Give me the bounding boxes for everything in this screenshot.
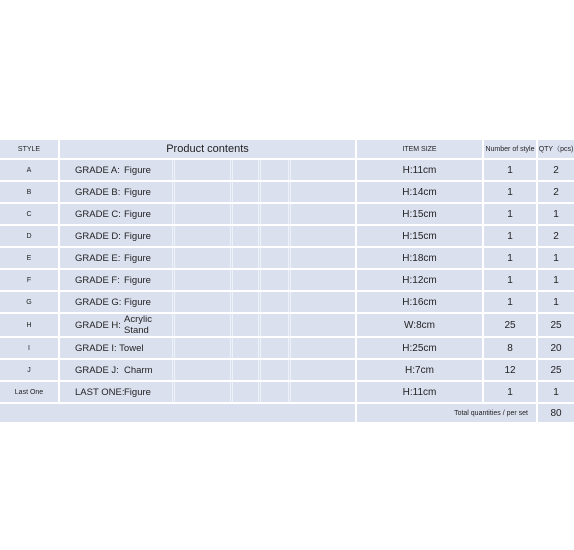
cell-divider bbox=[260, 204, 261, 224]
specification-table bbox=[0, 140, 574, 419]
row-item-size: H:11cm bbox=[357, 160, 482, 180]
row-qty: 1 bbox=[538, 292, 574, 312]
cell-divider bbox=[174, 204, 175, 224]
row-grade-label: GRADE E: bbox=[75, 252, 121, 264]
cell-divider bbox=[174, 160, 175, 180]
cell-divider bbox=[260, 292, 261, 312]
cell-divider bbox=[232, 248, 233, 268]
row-number-of-style: 1 bbox=[484, 226, 536, 246]
row-number-of-style: 8 bbox=[484, 338, 536, 358]
cell-divider bbox=[258, 248, 259, 268]
cell-divider bbox=[174, 314, 175, 336]
cell-divider bbox=[230, 270, 231, 290]
cell-divider bbox=[258, 338, 259, 358]
cell-divider bbox=[288, 314, 289, 336]
row-item-size: H:15cm bbox=[357, 204, 482, 224]
cell-divider bbox=[288, 360, 289, 380]
row-qty: 20 bbox=[538, 338, 574, 358]
cell-divider bbox=[258, 182, 259, 202]
cell-divider bbox=[232, 204, 233, 224]
row-item-name: Acrylic Stand bbox=[124, 314, 152, 336]
row-item-name: Figure bbox=[124, 386, 151, 398]
cell-divider bbox=[230, 226, 231, 246]
cell-divider bbox=[260, 182, 261, 202]
cell-divider bbox=[290, 292, 291, 312]
cell-divider bbox=[258, 160, 259, 180]
row-item-name: Figure bbox=[124, 186, 151, 198]
row-item-name: Figure bbox=[124, 208, 151, 220]
cell-divider bbox=[288, 226, 289, 246]
cell-divider bbox=[290, 314, 291, 336]
row-grade-label: GRADE A: bbox=[75, 164, 120, 176]
row-number-of-style: 1 bbox=[484, 204, 536, 224]
cell-divider bbox=[172, 204, 173, 224]
row-number-of-style: 1 bbox=[484, 382, 536, 402]
row-item-name: Figure bbox=[124, 252, 151, 264]
row-style-code: J bbox=[0, 360, 58, 380]
cell-divider bbox=[290, 160, 291, 180]
row-grade-label: GRADE H: bbox=[75, 319, 121, 331]
cell-divider bbox=[172, 360, 173, 380]
cell-divider bbox=[288, 204, 289, 224]
cell-divider bbox=[230, 182, 231, 202]
row-item-name: Figure bbox=[124, 296, 151, 308]
cell-divider bbox=[174, 382, 175, 402]
cell-divider bbox=[232, 270, 233, 290]
cell-divider bbox=[232, 338, 233, 358]
row-qty: 25 bbox=[538, 314, 574, 336]
cell-divider bbox=[232, 314, 233, 336]
row-product-contents bbox=[60, 314, 355, 336]
row-qty: 2 bbox=[538, 182, 574, 202]
cell-divider bbox=[232, 382, 233, 402]
header-style: STYLE bbox=[0, 140, 58, 158]
row-item-size: H:7cm bbox=[357, 360, 482, 380]
cell-divider bbox=[230, 248, 231, 268]
cell-divider bbox=[174, 292, 175, 312]
row-style-code: Last One bbox=[0, 382, 58, 402]
row-item-name: Figure bbox=[124, 274, 151, 286]
footer-total-label: Total quantities / per set bbox=[357, 404, 536, 422]
header-product-contents: Product contents bbox=[60, 140, 355, 158]
row-style-code: A bbox=[0, 160, 58, 180]
row-style-code: C bbox=[0, 204, 58, 224]
row-number-of-style: 25 bbox=[484, 314, 536, 336]
cell-divider bbox=[258, 382, 259, 402]
row-item-size: W:8cm bbox=[357, 314, 482, 336]
row-grade-label: GRADE D: bbox=[75, 230, 121, 242]
footer-empty bbox=[0, 404, 355, 422]
cell-divider bbox=[288, 292, 289, 312]
row-qty: 1 bbox=[538, 248, 574, 268]
row-item-name: Figure bbox=[124, 230, 151, 242]
row-product-contents bbox=[60, 382, 355, 402]
cell-divider bbox=[290, 182, 291, 202]
cell-divider bbox=[174, 270, 175, 290]
row-product-contents bbox=[60, 270, 355, 290]
cell-divider bbox=[174, 248, 175, 268]
row-number-of-style: 1 bbox=[484, 248, 536, 268]
row-grade-label: GRADE F: bbox=[75, 274, 120, 286]
cell-divider bbox=[290, 226, 291, 246]
cell-divider bbox=[172, 160, 173, 180]
row-number-of-style: 1 bbox=[484, 270, 536, 290]
cell-divider bbox=[260, 360, 261, 380]
cell-divider bbox=[288, 248, 289, 268]
cell-divider bbox=[290, 248, 291, 268]
row-qty: 2 bbox=[538, 226, 574, 246]
cell-divider bbox=[288, 182, 289, 202]
row-grade-label: GRADE B: bbox=[75, 186, 121, 198]
row-item-size: H:25cm bbox=[357, 338, 482, 358]
row-item-name: Figure bbox=[124, 164, 151, 176]
cell-divider bbox=[260, 226, 261, 246]
row-style-code: H bbox=[0, 314, 58, 336]
header-number-of-style: Number of style bbox=[484, 140, 536, 158]
row-product-contents bbox=[60, 248, 355, 268]
row-number-of-style: 1 bbox=[484, 160, 536, 180]
row-item-size: H:14cm bbox=[357, 182, 482, 202]
cell-divider bbox=[290, 204, 291, 224]
cell-divider bbox=[172, 382, 173, 402]
row-grade-label: GRADE G: bbox=[75, 296, 122, 308]
footer-total-value: 80 bbox=[538, 404, 574, 422]
cell-divider bbox=[290, 338, 291, 358]
cell-divider bbox=[258, 292, 259, 312]
row-style-code: G bbox=[0, 292, 58, 312]
header-item-size: ITEM SIZE bbox=[357, 140, 482, 158]
cell-divider bbox=[260, 160, 261, 180]
cell-divider bbox=[174, 360, 175, 380]
cell-divider bbox=[172, 248, 173, 268]
cell-divider bbox=[232, 360, 233, 380]
cell-divider bbox=[260, 270, 261, 290]
cell-divider bbox=[288, 160, 289, 180]
row-style-code: D bbox=[0, 226, 58, 246]
cell-divider bbox=[232, 292, 233, 312]
cell-divider bbox=[230, 314, 231, 336]
row-qty: 1 bbox=[538, 270, 574, 290]
row-grade-label: GRADE C: bbox=[75, 208, 121, 220]
row-qty: 2 bbox=[538, 160, 574, 180]
cell-divider bbox=[172, 292, 173, 312]
row-number-of-style: 1 bbox=[484, 182, 536, 202]
cell-divider bbox=[230, 338, 231, 358]
row-style-code: I bbox=[0, 338, 58, 358]
cell-divider bbox=[290, 382, 291, 402]
cell-divider bbox=[172, 270, 173, 290]
cell-divider bbox=[230, 360, 231, 380]
cell-divider bbox=[288, 338, 289, 358]
row-grade-label: LAST ONE: bbox=[75, 386, 125, 398]
cell-divider bbox=[230, 204, 231, 224]
row-product-contents bbox=[60, 292, 355, 312]
cell-divider bbox=[258, 226, 259, 246]
cell-divider bbox=[172, 314, 173, 336]
row-item-size: H:18cm bbox=[357, 248, 482, 268]
cell-divider bbox=[172, 338, 173, 358]
cell-divider bbox=[288, 382, 289, 402]
row-style-code: F bbox=[0, 270, 58, 290]
row-product-contents bbox=[60, 160, 355, 180]
cell-divider bbox=[258, 204, 259, 224]
cell-divider bbox=[174, 182, 175, 202]
row-product-contents bbox=[60, 204, 355, 224]
row-qty: 25 bbox=[538, 360, 574, 380]
cell-divider bbox=[172, 182, 173, 202]
row-qty: 1 bbox=[538, 382, 574, 402]
row-product-contents bbox=[60, 360, 355, 380]
row-grade-label: GRADE J: bbox=[75, 364, 119, 376]
cell-divider bbox=[258, 360, 259, 380]
row-product-contents bbox=[60, 338, 355, 358]
cell-divider bbox=[230, 292, 231, 312]
row-item-size: H:16cm bbox=[357, 292, 482, 312]
cell-divider bbox=[260, 382, 261, 402]
header-qty: QTY（pcs) bbox=[538, 140, 574, 158]
cell-divider bbox=[172, 226, 173, 246]
row-style-code: B bbox=[0, 182, 58, 202]
row-item-size: H:11cm bbox=[357, 382, 482, 402]
row-item-name: Charm bbox=[124, 364, 153, 376]
cell-divider bbox=[290, 360, 291, 380]
row-item-size: H:15cm bbox=[357, 226, 482, 246]
cell-divider bbox=[260, 338, 261, 358]
cell-divider bbox=[230, 382, 231, 402]
cell-divider bbox=[174, 338, 175, 358]
cell-divider bbox=[290, 270, 291, 290]
cell-divider bbox=[288, 270, 289, 290]
row-product-contents bbox=[60, 226, 355, 246]
row-product-contents bbox=[60, 182, 355, 202]
cell-divider bbox=[232, 226, 233, 246]
cell-divider bbox=[232, 160, 233, 180]
row-grade-label: GRADE I: Towel bbox=[75, 342, 144, 354]
row-qty: 1 bbox=[538, 204, 574, 224]
cell-divider bbox=[260, 248, 261, 268]
cell-divider bbox=[174, 226, 175, 246]
row-number-of-style: 12 bbox=[484, 360, 536, 380]
row-number-of-style: 1 bbox=[484, 292, 536, 312]
row-style-code: E bbox=[0, 248, 58, 268]
cell-divider bbox=[260, 314, 261, 336]
cell-divider bbox=[230, 160, 231, 180]
cell-divider bbox=[258, 314, 259, 336]
cell-divider bbox=[232, 182, 233, 202]
row-item-size: H:12cm bbox=[357, 270, 482, 290]
cell-divider bbox=[258, 270, 259, 290]
